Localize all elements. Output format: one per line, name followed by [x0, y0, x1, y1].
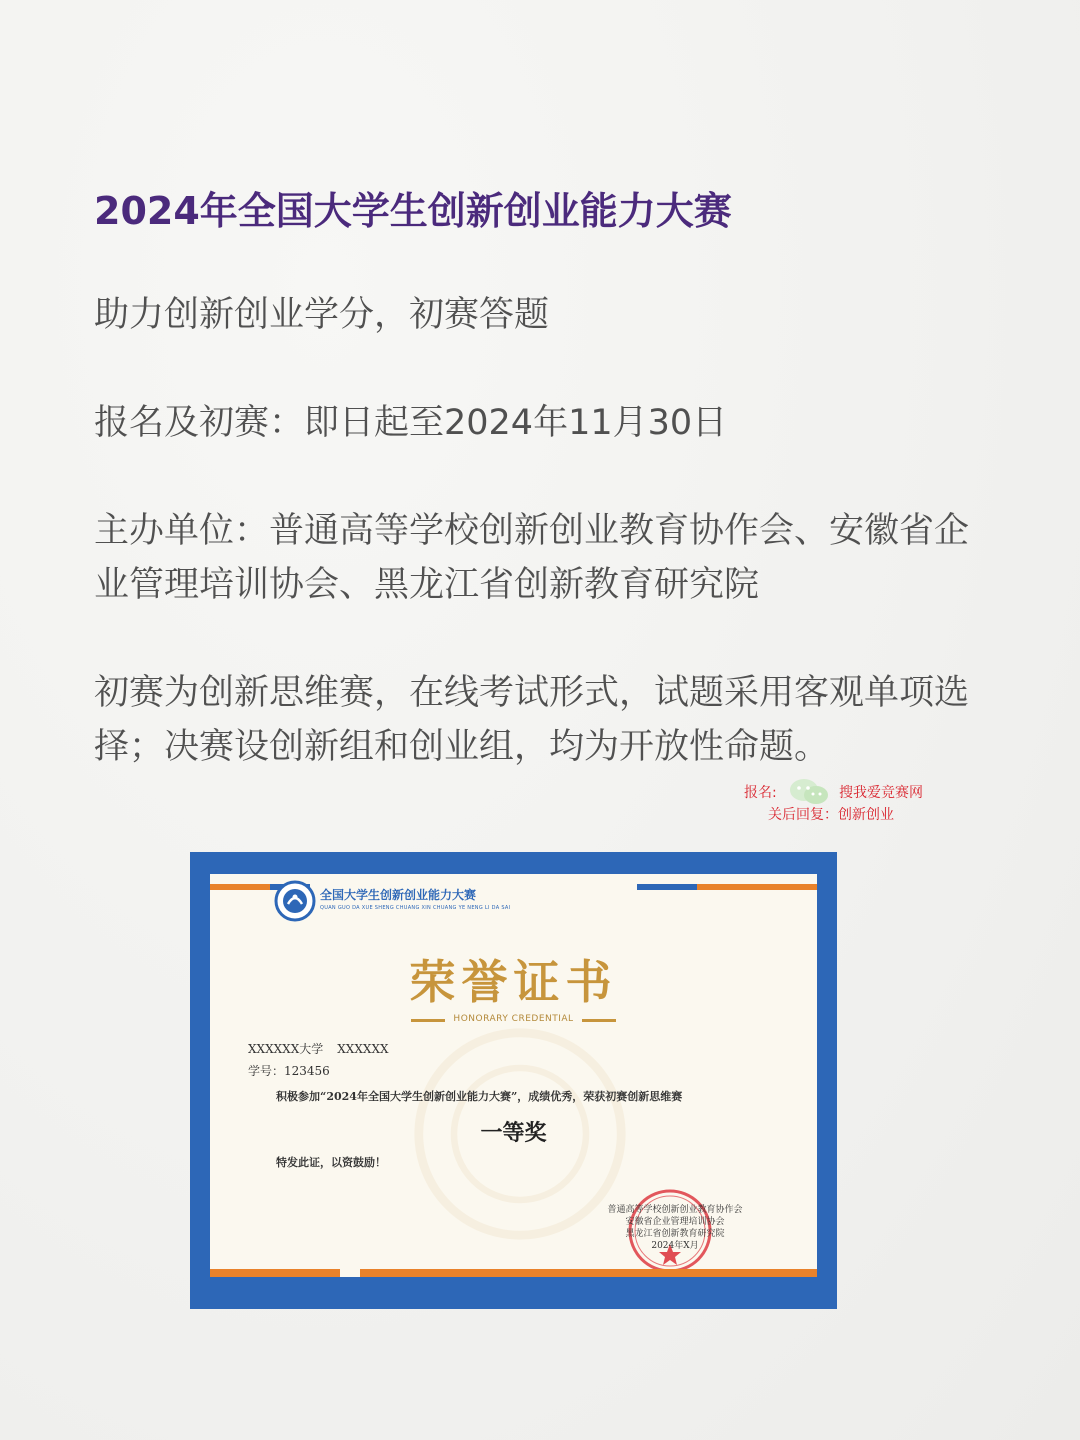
- certificate-statement: 积极参加“2024年全国大学生创新创业能力大赛”，成绩优秀，荣获初赛创新思维赛: [276, 1090, 683, 1103]
- certificate-recipient: [248, 1040, 389, 1057]
- certificate-signer: 安徽省企业管理培训协会: [625, 1217, 725, 1227]
- certificate-award: 一等奖: [480, 1120, 547, 1146]
- competition-logo-icon: [274, 880, 316, 922]
- certificate-image: [190, 852, 837, 1309]
- certificate-paper: [210, 874, 817, 1287]
- certificate-university: XXXXXX大学: [248, 1042, 324, 1056]
- certificate-closing: 特发此证，以资鼓励！: [276, 1156, 386, 1169]
- intro-text: 助力创新创业学分，初赛答题: [94, 295, 550, 335]
- certificate-subtitle: HONORARY CREDENTIAL: [445, 1014, 581, 1024]
- signup-site: 搜我爱竞赛网: [839, 785, 923, 801]
- signup-info: [744, 782, 964, 826]
- certificate-org-pinyin: QUAN GUO DA XUE SHENG CHUANG XIN CHUANG YE NENG LI DA SAI: [320, 905, 511, 911]
- certificate-date: 2024年X月: [651, 1241, 699, 1251]
- certificate-signer: 黑龙江省创新教育研究院: [625, 1229, 725, 1239]
- certificate-bottom-stripe: [210, 1265, 817, 1287]
- page-title: 2024年全国大学生创新创业能力大赛: [94, 189, 732, 233]
- signup-reply: 关后回复：创新创业: [768, 807, 894, 823]
- registration-period-text: 报名及初赛：即日起至2024年11月30日: [94, 403, 728, 443]
- signup-label: 报名:: [744, 785, 777, 801]
- certificate-title: 荣誉证书: [409, 955, 618, 1009]
- certificate-org-name: 全国大学生创新创业能力大赛: [320, 888, 477, 902]
- certificate-name: XXXXXX: [337, 1042, 389, 1056]
- certificate-signer: 普通高等学校创新创业教育协作会: [607, 1205, 743, 1215]
- certificate-signers: [590, 1204, 760, 1252]
- wechat-icon: [788, 778, 832, 806]
- competition-format-text: 初赛为创新思维赛，在线考试形式，试题采用客观单项选择；决赛设创新组和创业组，均为开放性命题。: [94, 673, 970, 767]
- organizers-text: 主办单位：普通高等学校创新创业教育协作会、安徽省企业管理培训协会、黑龙江省创新教育研究院: [94, 511, 970, 605]
- certificate-student-id: 学号：123456: [248, 1064, 330, 1078]
